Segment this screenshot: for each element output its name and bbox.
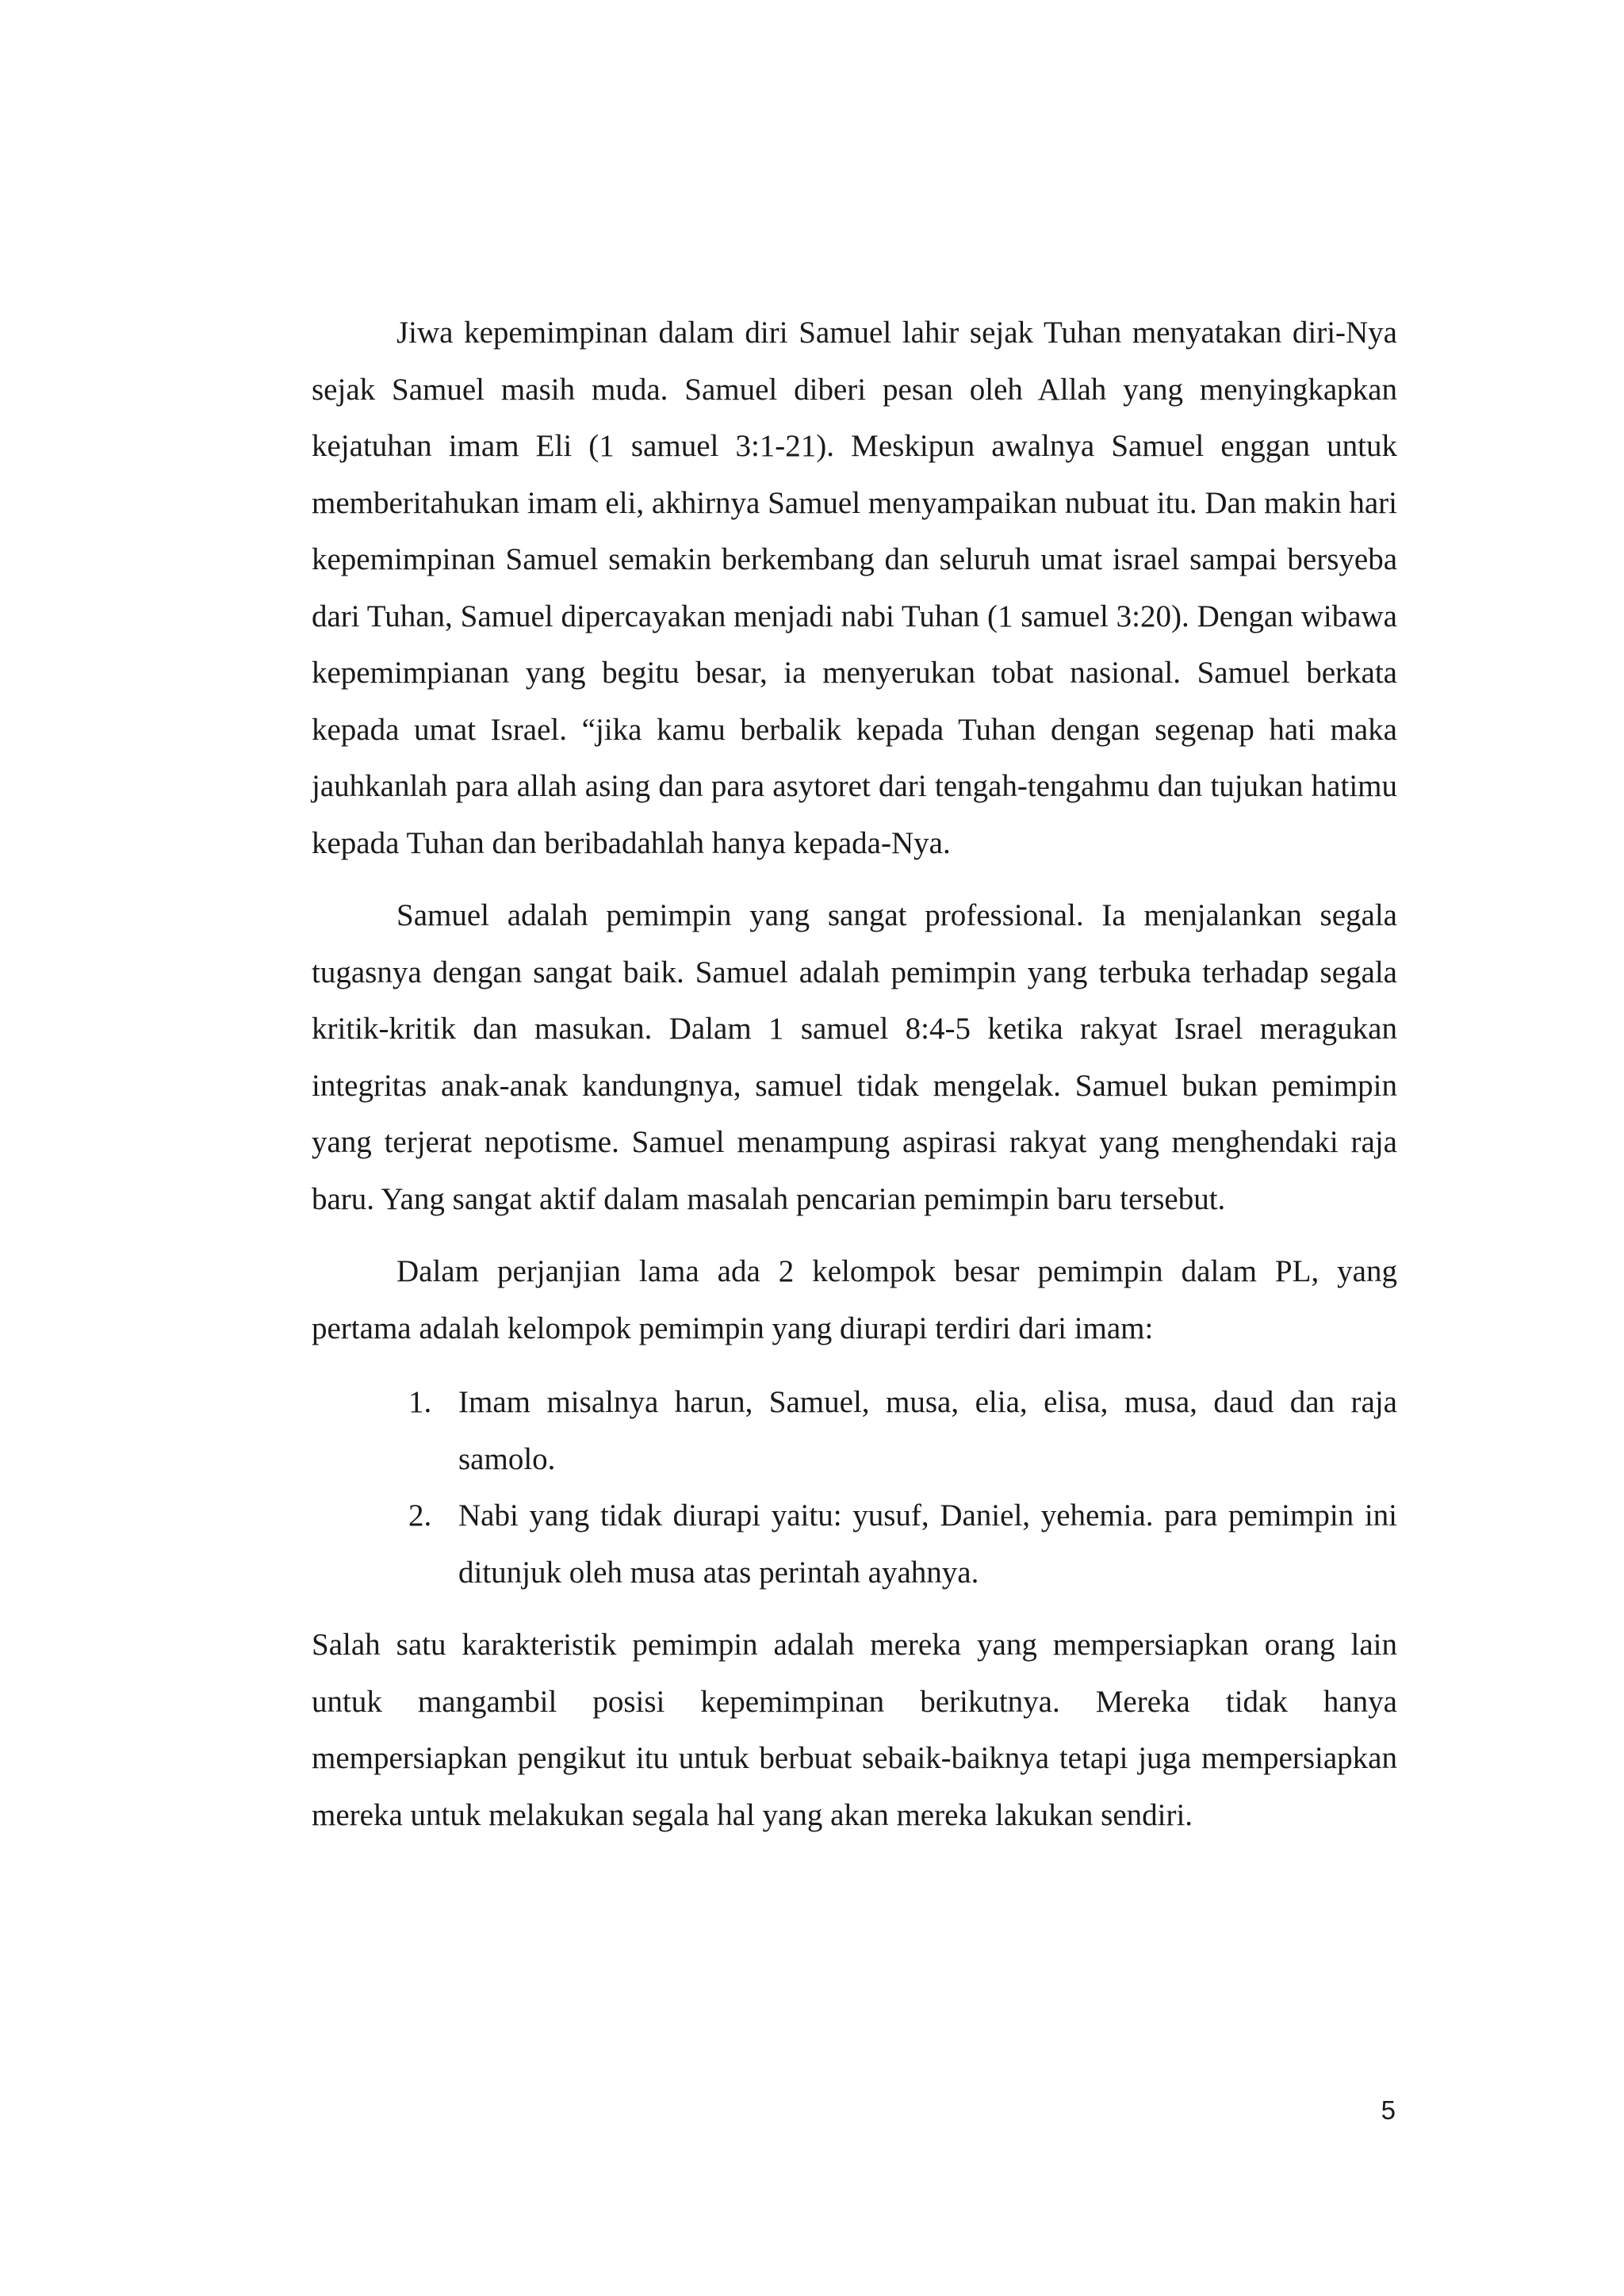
list-item bbox=[408, 1487, 1397, 1601]
leader-groups-list bbox=[312, 1374, 1397, 1601]
document-body bbox=[312, 304, 1397, 1843]
paragraph-leader-characteristics: Salah satu karakteristik pemimpin adalah mereka yang mempersiapkan orang lain untuk mangambil posisi kepemimpinan berikutnya. Mereka tidak hanya mempersiapkan pengikut itu untuk berbuat sebaik-baiknya tetapi juga mempersiapkan mereka untuk melakukan segala hal yang akan mereka lakukan sendiri. bbox=[312, 1628, 1397, 1832]
list-item-text: Nabi yang tidak diurapi yaitu: yusuf, Daniel, yehemia. para pemimpin ini ditunjuk oleh musa atas perintah ayahnya. bbox=[458, 1498, 1397, 1590]
paragraph-samuel-professional: Samuel adalah pemimpin yang sangat professional. Ia menjalankan segala tugasnya dengan sangat baik. Samuel adalah pemimpin yang terbuka terhadap segala kritik-kritik dan masukan. Dalam 1 samuel 8:4-5 ketika rakyat Israel meragukan integritas anak-anak kandungnya, samuel tidak mengelak. Samuel bukan pemimpin yang terjerat nepotisme. Samuel menampung aspirasi rakyat yang menghendaki raja baru. Yang sangat aktif dalam masalah pencarian pemimpin baru tersebut. bbox=[312, 898, 1397, 1216]
list-item-number: 1. bbox=[408, 1385, 432, 1419]
list-item-text: Imam misalnya harun, Samuel, musa, elia, elisa, musa, daud dan raja samolo. bbox=[458, 1385, 1397, 1476]
paragraph-leader-groups: Dalam perjanjian lama ada 2 kelompok besar pemimpin dalam PL, yang pertama adalah kelompok pemimpin yang diurapi terdiri dari imam: bbox=[312, 1254, 1397, 1345]
page-number: 5 bbox=[1381, 2095, 1396, 2125]
list-item-number: 2. bbox=[408, 1498, 432, 1533]
paragraph-samuel-calling: Jiwa kepemimpinan dalam diri Samuel lahir sejak Tuhan menyatakan diri-Nya sejak Samuel masih muda. Samuel diberi pesan oleh Allah yang menyingkapkan kejatuhan imam Eli (1 samuel 3:1-21). Meskipun awalnya Samuel enggan untuk memberitahukan imam eli, akhirnya Samuel menyampaikan nubuat itu. Dan makin hari kepemimpinan Samuel semakin berkembang dan seluruh umat israel sampai bersyeba dari Tuhan, Samuel dipercayakan menjadi nabi Tuhan (1 samuel 3:20). Dengan wibawa kepemimpianan yang begitu besar, ia menyerukan tobat nasional. Samuel berkata kepada umat Israel. “jika kamu berbalik kepada Tuhan dengan segenap hati maka jauhkanlah para allah asing dan para asytoret dari tengah-tengahmu dan tujukan hatimu kepada Tuhan dan beribadahlah hanya kepada-Nya. bbox=[312, 316, 1397, 860]
list-item bbox=[408, 1374, 1397, 1487]
